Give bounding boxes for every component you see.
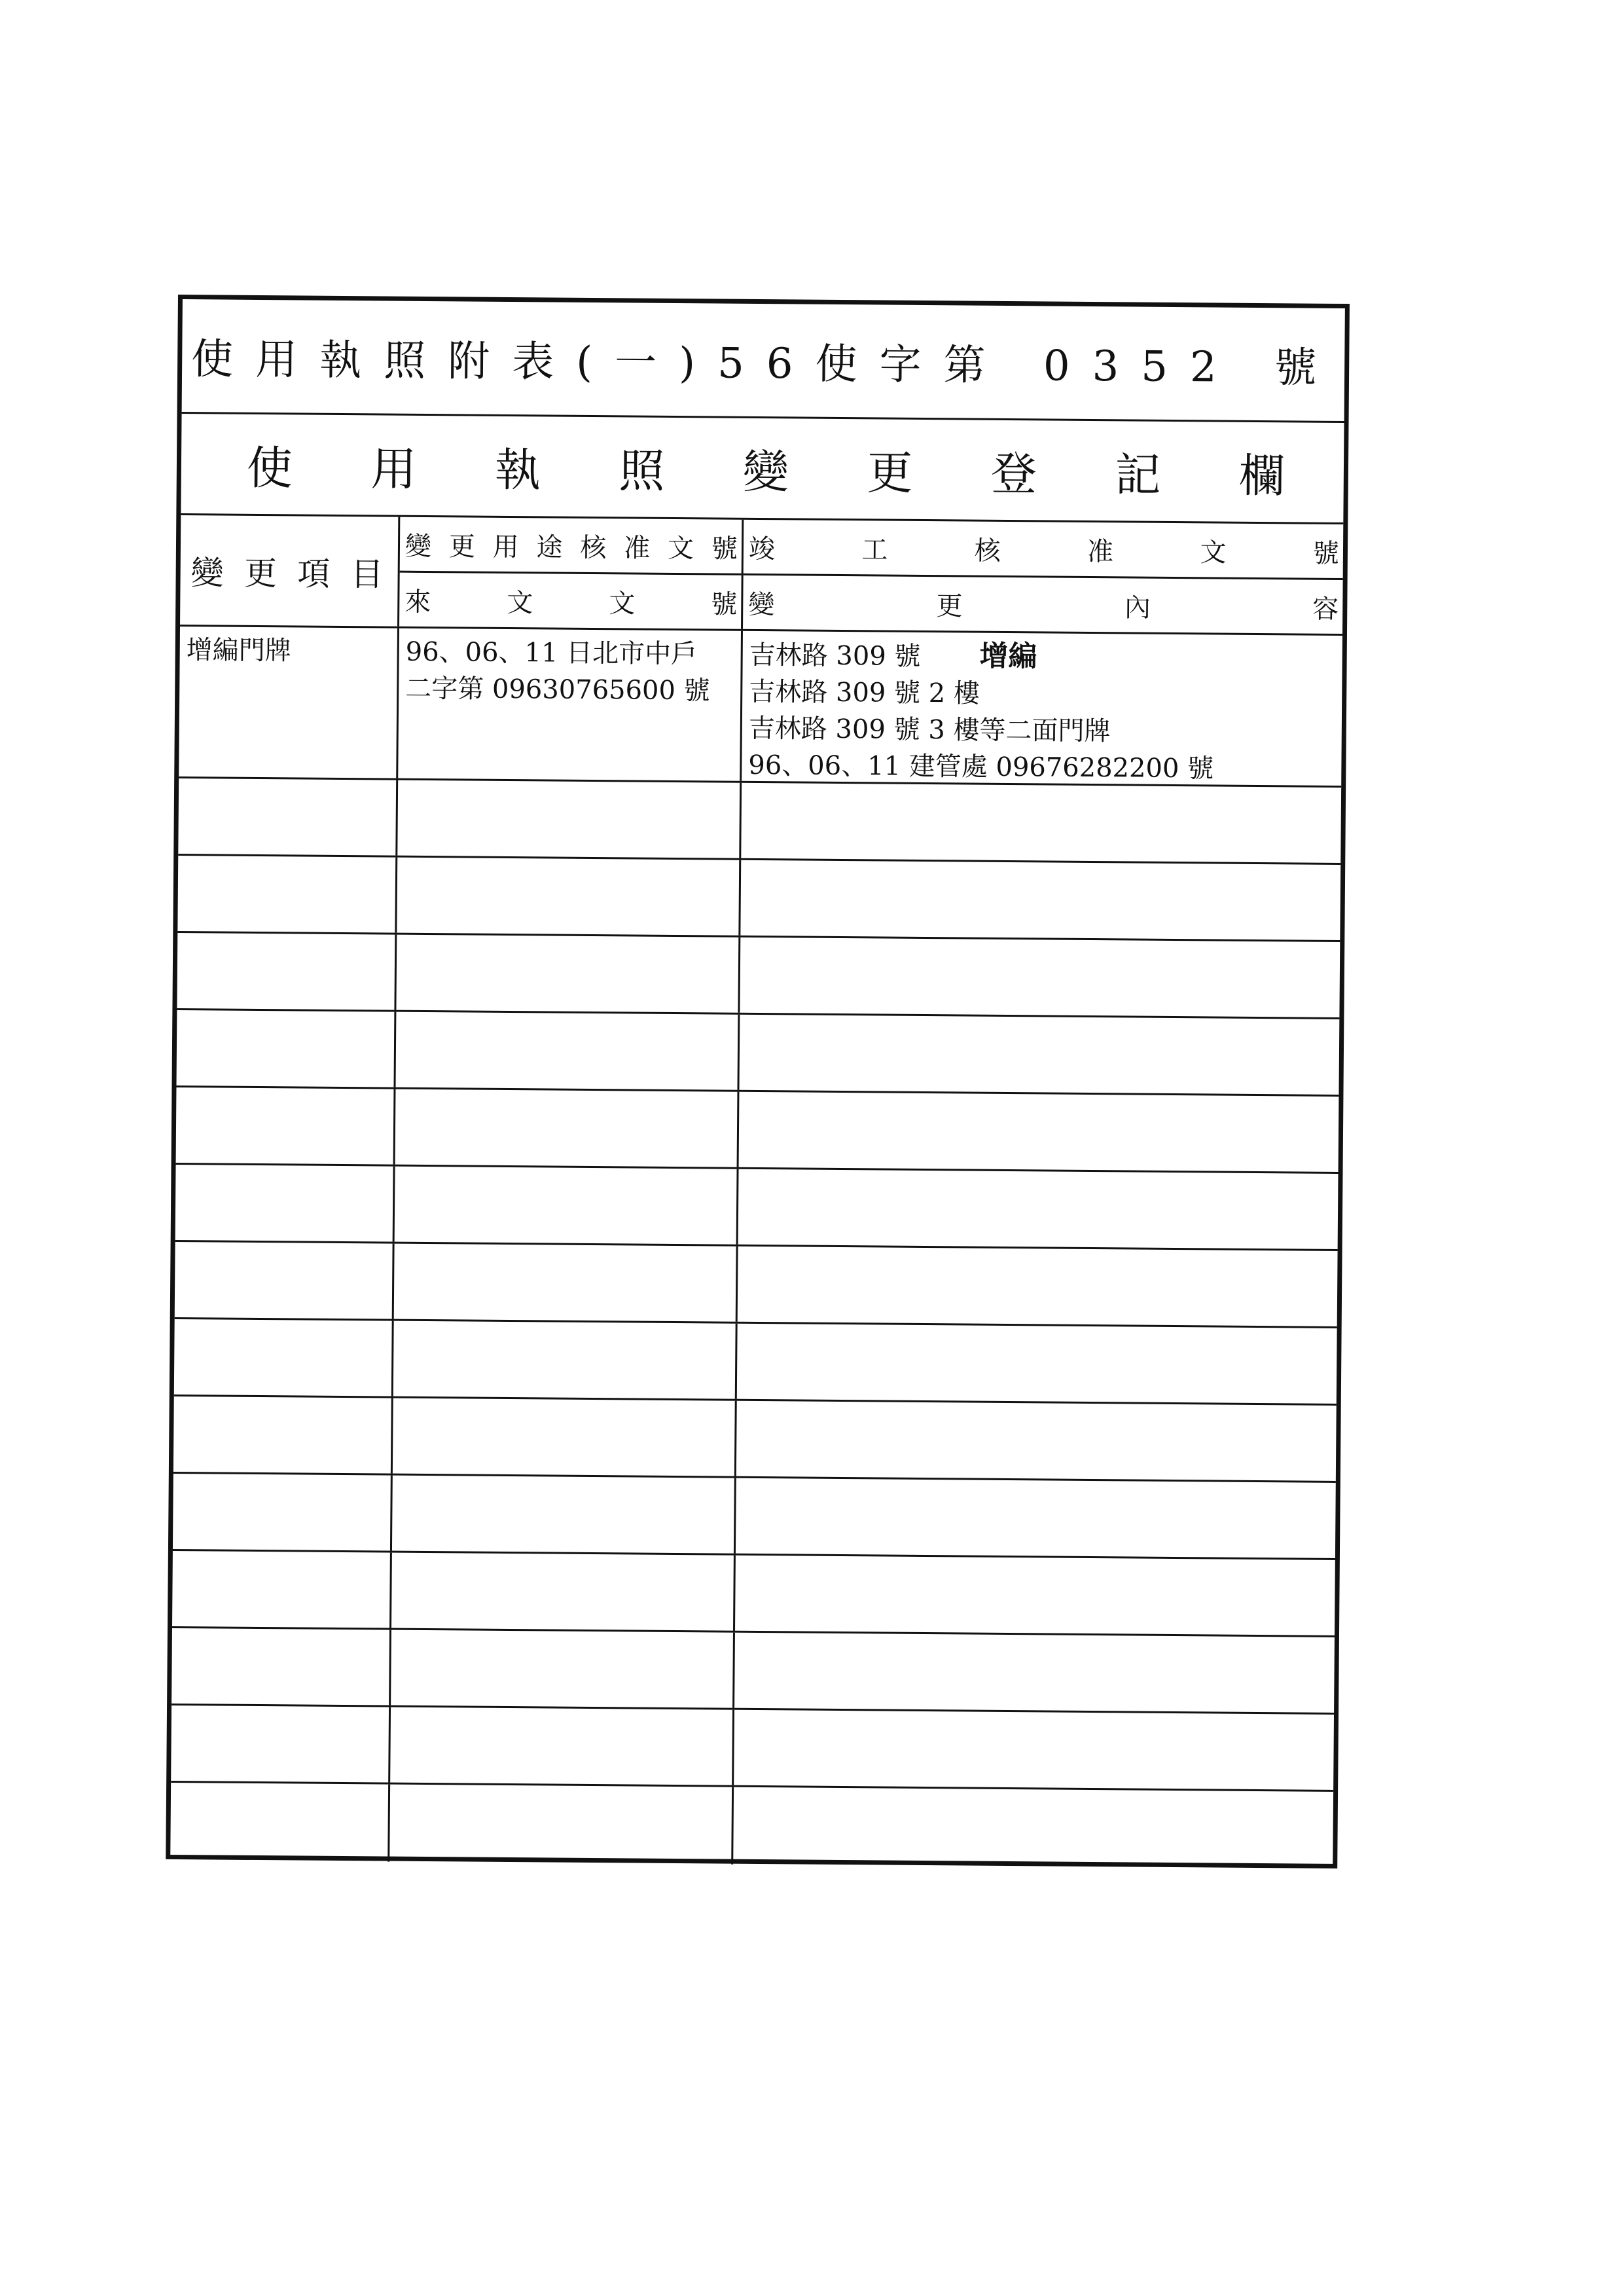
header-approval-column — [399, 517, 744, 629]
empty-cell — [733, 1787, 1333, 1869]
entry-approval-line: 二字第 09630765600 號 — [405, 673, 710, 706]
section-char: 使 — [246, 441, 293, 495]
entry-content-address: 吉林路 309 號 — [749, 640, 921, 672]
empty-cell — [177, 1010, 397, 1087]
header-char: 變 — [748, 589, 775, 620]
entry-content-line — [749, 636, 1337, 678]
header-char: 文 — [1200, 537, 1227, 568]
header-char: 項 — [297, 554, 331, 593]
empty-row — [174, 1319, 1337, 1406]
header-char: 目 — [350, 555, 384, 593]
empty-cell — [741, 783, 1341, 863]
empty-cell — [738, 1169, 1339, 1249]
entry-approval-line: 96、06、11 日北市中戶 — [405, 636, 698, 670]
header-char: 核 — [974, 536, 1001, 566]
header-change-content — [743, 575, 1343, 634]
empty-cell — [393, 1321, 738, 1399]
entry-content-line: 96、06、11 建管處 09676282200 號 — [748, 750, 1214, 784]
empty-cell — [170, 1783, 390, 1862]
empty-cell — [392, 1476, 736, 1554]
empty-cell — [395, 1089, 740, 1167]
empty-row — [175, 1165, 1339, 1251]
header-char: 准 — [1087, 536, 1114, 567]
empty-cell — [734, 1633, 1335, 1713]
empty-row — [170, 1783, 1333, 1869]
empty-cell — [396, 935, 740, 1013]
section-char: 照 — [619, 443, 665, 498]
empty-row — [173, 1474, 1336, 1560]
header-char: 途 — [536, 532, 563, 563]
empty-cell — [173, 1396, 393, 1474]
empty-row — [171, 1705, 1334, 1792]
section-char: 變 — [742, 445, 789, 499]
empty-cell — [737, 1324, 1337, 1404]
empty-cell — [391, 1553, 736, 1631]
header-completion-column — [743, 520, 1343, 634]
empty-row — [178, 778, 1341, 865]
header-char: 變 — [190, 553, 224, 592]
header-char: 文 — [667, 533, 694, 564]
entry-content — [742, 631, 1342, 786]
empty-cell — [174, 1319, 394, 1396]
empty-cell — [734, 1710, 1334, 1790]
empty-row — [177, 856, 1340, 942]
empty-row — [175, 1242, 1338, 1328]
empty-cell — [394, 1244, 738, 1322]
header-char: 號 — [711, 533, 738, 564]
empty-row — [177, 933, 1340, 1019]
empty-cell — [177, 933, 397, 1010]
empty-row — [176, 1087, 1339, 1174]
header-char: 號 — [1312, 538, 1340, 569]
empty-cell — [171, 1628, 391, 1705]
header-char: 更 — [243, 554, 278, 592]
form-title: 使用執照附表(一)56使字第 0352 號 — [182, 299, 1345, 423]
empty-cell — [175, 1242, 395, 1319]
section-char: 欄 — [1238, 448, 1285, 503]
header-char: 更 — [936, 591, 963, 621]
empty-cell — [397, 780, 742, 858]
empty-cell — [171, 1705, 391, 1783]
section-heading — [181, 414, 1344, 524]
empty-cell — [390, 1707, 734, 1785]
section-char: 登 — [990, 446, 1037, 501]
empty-cell — [736, 1401, 1337, 1481]
header-char: 竣 — [748, 534, 776, 564]
header-char: 容 — [1312, 594, 1339, 625]
table-header — [180, 515, 1343, 636]
section-char: 用 — [370, 441, 417, 496]
header-change-item — [180, 515, 400, 627]
empty-cell — [738, 1247, 1338, 1326]
entry-approval — [398, 629, 743, 781]
empty-row — [173, 1396, 1337, 1483]
empty-cell — [178, 778, 398, 856]
entry-item-text: 增編門牌 — [186, 635, 291, 666]
table-row — [179, 627, 1342, 788]
header-char: 來 — [404, 587, 431, 617]
header-char: 文 — [507, 587, 533, 618]
empty-cell — [389, 1785, 734, 1865]
header-char: 內 — [1124, 592, 1151, 623]
section-char: 更 — [867, 445, 913, 500]
usage-permit-change-form — [166, 295, 1350, 1868]
empty-cell — [393, 1398, 737, 1476]
section-char: 執 — [494, 443, 541, 497]
empty-cell — [735, 1556, 1335, 1635]
empty-cell — [172, 1551, 392, 1628]
empty-cell — [176, 1087, 396, 1165]
header-incoming-number — [399, 573, 742, 629]
entry-item — [179, 627, 399, 778]
empty-cell — [396, 1012, 740, 1090]
entry-content-tag: 增編 — [979, 639, 1037, 674]
empty-cell — [397, 858, 741, 936]
empty-cell — [736, 1478, 1336, 1558]
empty-cell — [173, 1474, 393, 1551]
header-char: 更 — [448, 531, 476, 562]
entry-content-line: 吉林路 309 號 2 樓 — [749, 676, 980, 709]
empty-cell — [740, 938, 1340, 1017]
empty-row — [172, 1551, 1335, 1637]
empty-row — [171, 1628, 1335, 1715]
empty-cell — [739, 1015, 1339, 1095]
header-char: 用 — [492, 532, 519, 562]
header-char: 核 — [580, 532, 607, 563]
empty-cell — [177, 856, 397, 933]
empty-cell — [739, 1092, 1339, 1172]
header-char: 准 — [624, 532, 651, 564]
header-char: 變 — [404, 531, 432, 562]
header-char: 工 — [861, 534, 888, 566]
empty-cell — [391, 1630, 735, 1708]
empty-cell — [175, 1165, 395, 1242]
empty-cell — [395, 1167, 739, 1245]
empty-row — [176, 1010, 1339, 1097]
header-char: 號 — [711, 589, 738, 620]
header-approval-number — [400, 517, 742, 575]
section-char: 記 — [1115, 447, 1161, 502]
header-completion-number — [744, 520, 1344, 580]
header-char: 文 — [609, 588, 636, 619]
entry-content-line: 吉林路 309 號 3 樓等二面門牌 — [748, 713, 1111, 747]
empty-cell — [740, 860, 1340, 940]
